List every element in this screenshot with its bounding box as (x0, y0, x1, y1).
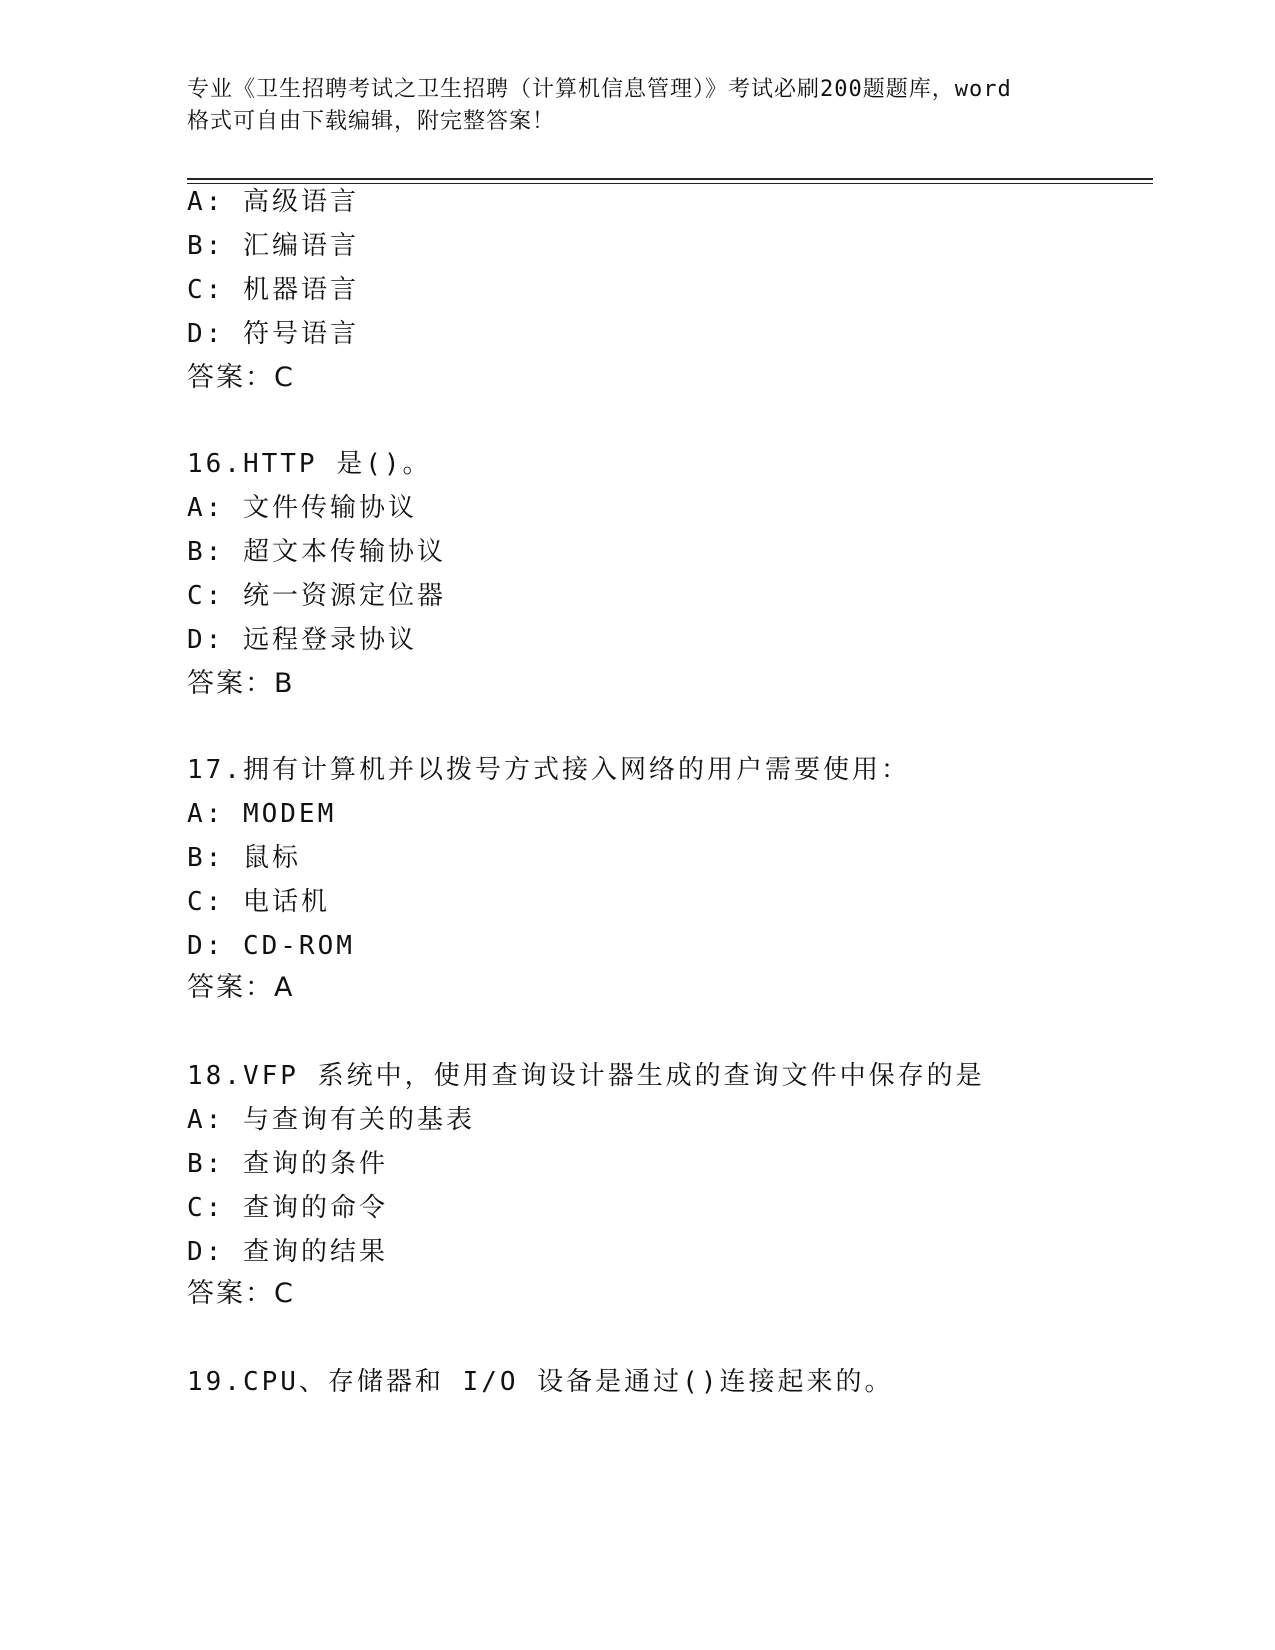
q16-option-a: A: 文件传输协议 (187, 493, 417, 523)
q16-question: 16.HTTP 是()。 (187, 449, 432, 479)
q16-option-b: B: 超文本传输协议 (187, 537, 446, 567)
q15-option-a: A: 高级语言 (187, 187, 359, 217)
q17-question: 17.拥有计算机并以拨号方式接入网络的用户需要使用： (187, 755, 910, 785)
q16-answer: 答案：B (187, 668, 295, 699)
document-header (187, 74, 1087, 138)
q18-question: 18.VFP 系统中，使用查询设计器生成的查询文件中保存的是 (187, 1061, 985, 1091)
header-line-2: 格式可自由下载编辑，附完整答案！ (187, 109, 556, 134)
q18-answer: 答案：C (187, 1278, 295, 1309)
q16-option-d: D: 远程登录协议 (187, 625, 417, 655)
q16-option-c: C: 统一资源定位器 (187, 581, 446, 611)
q17-option-a: A: MODEM (187, 799, 337, 829)
header-divider-thick (187, 178, 1153, 180)
q15-option-d: D: 符号语言 (187, 319, 359, 349)
q15-option-b: B: 汇编语言 (187, 231, 359, 261)
q18-option-b: B: 查询的条件 (187, 1149, 388, 1179)
q17-option-d: D: CD-ROM (187, 931, 355, 961)
q19-question: 19.CPU、存储器和 I/O 设备是通过()连接起来的。 (187, 1367, 894, 1397)
q18-option-a: A: 与查询有关的基表 (187, 1105, 475, 1135)
q17-option-c: C: 电话机 (187, 887, 330, 917)
q17-option-b: B: 鼠标 (187, 843, 301, 873)
q15-answer: 答案：C (187, 362, 295, 393)
q18-option-d: D: 查询的结果 (187, 1237, 388, 1267)
q15-option-c: C: 机器语言 (187, 275, 359, 305)
q17-answer: 答案：A (187, 972, 295, 1003)
q18-option-c: C: 查询的命令 (187, 1193, 388, 1223)
header-divider-thin (187, 183, 1153, 184)
header-line-1: 专业《卫生招聘考试之卫生招聘（计算机信息管理）》考试必刷200题题库，word (187, 77, 1012, 102)
